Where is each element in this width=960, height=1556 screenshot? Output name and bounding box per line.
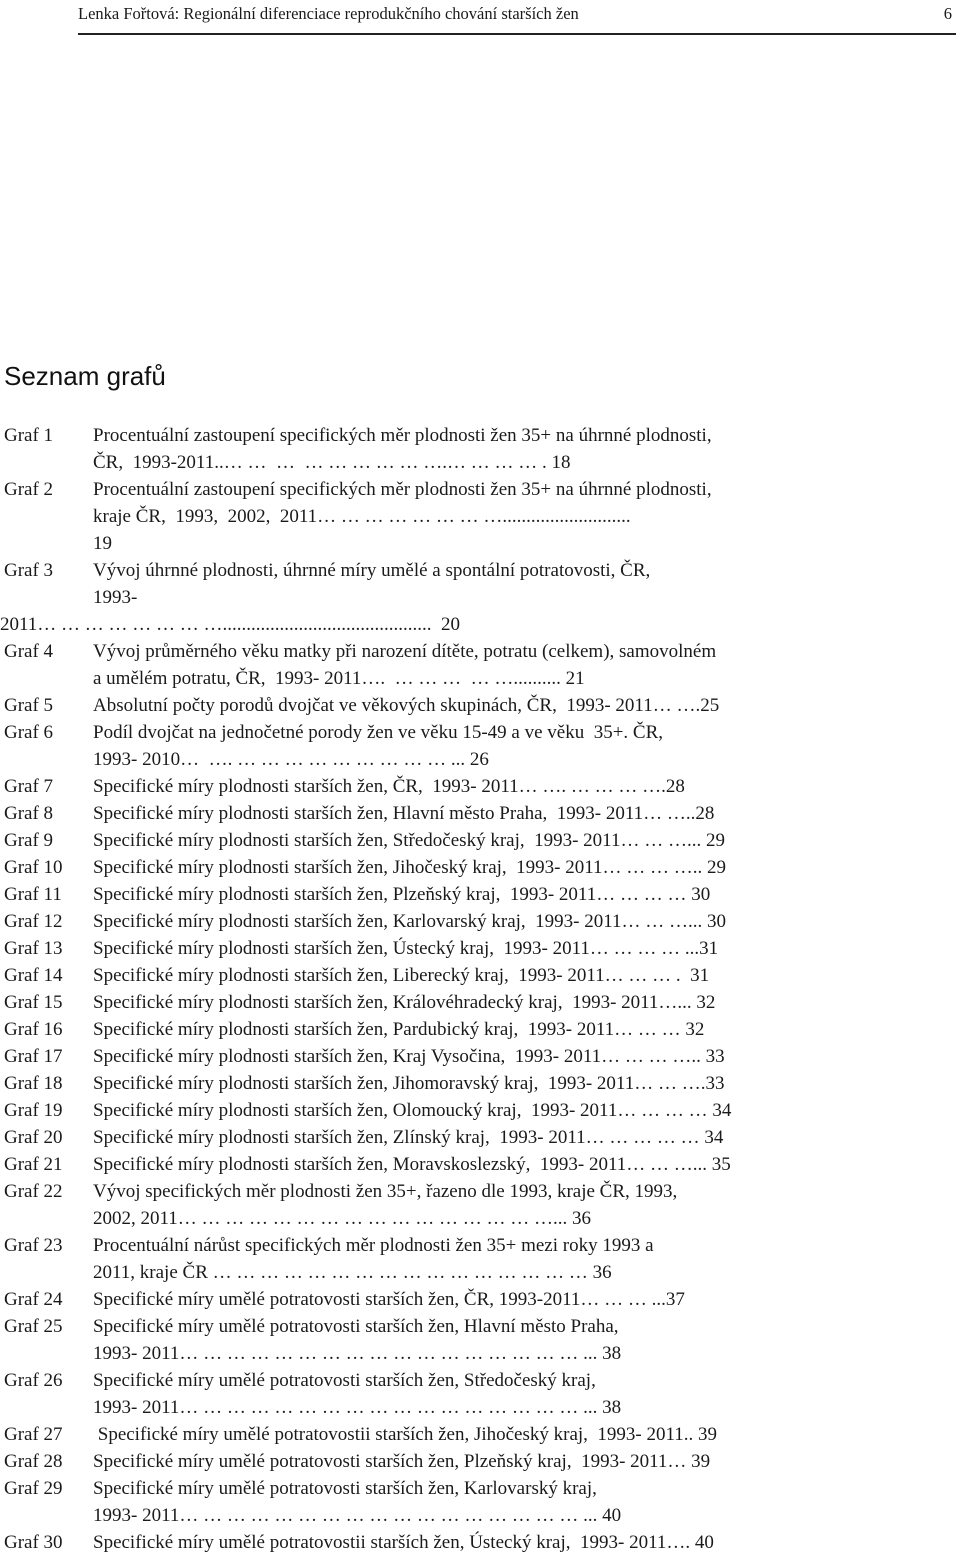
toc-entry-number: Graf 14: [4, 965, 63, 986]
toc-entry[interactable]: [0, 1151, 852, 1178]
toc-entry[interactable]: [0, 1232, 852, 1286]
toc-entry-text: Specifické míry umělé potratovosti starších žen, Karlovarský kraj, 1993- 2011… … … … … … … … … … … … … … … … … ... 40: [93, 1478, 622, 1526]
section-heading: Seznam grafů: [4, 361, 166, 391]
toc-entry-number: Graf 5: [4, 695, 54, 716]
toc-entry-text: Specifické míry plodnosti starších žen, Jihočeský kraj, 1993- 2011… … … ….. 29: [93, 857, 727, 878]
toc-entry-number: Graf 18: [4, 1073, 63, 1094]
toc-entry[interactable]: [0, 692, 852, 719]
toc-entry[interactable]: [0, 422, 852, 476]
toc-entry-number: Graf 10: [4, 857, 63, 878]
toc-entry[interactable]: [0, 557, 852, 611]
toc-entry[interactable]: [0, 1313, 852, 1367]
toc-entry-text: Procentuální zastoupení specifických měr plodnosti žen 35+ na úhrnné plodnosti, kraje ČR, 1993, 2002, 2011… … … … … … … …........................... 19: [93, 479, 712, 554]
toc-entry-text: Specifické míry plodnosti starších žen, Olomoucký kraj, 1993- 2011… … … … 34: [93, 1100, 732, 1121]
toc-entry-text: Vývoj průměrného věku matky při narození dítěte, potratu (celkem), samovolném a umělém potratu, ČR, 1993- 2011…. … … … … ….......... 21: [93, 641, 717, 689]
toc-entry-text: Specifické míry umělé potratovosti starších žen, ČR, 1993-2011… … … ...37: [93, 1289, 685, 1310]
toc-entry-text: Specifické míry plodnosti starších žen, Jihomoravský kraj, 1993- 2011… … ….33: [93, 1073, 725, 1094]
toc-entry-text: Specifické míry umělé potratovosti starších žen, Hlavní město Praha, 1993- 2011… … … … … … … … … … … … … … … … … ... 38: [93, 1316, 622, 1364]
toc-entry-number: Graf 19: [4, 1100, 63, 1121]
toc-entry-number: Graf 6: [4, 722, 54, 743]
toc-entry[interactable]: [0, 1448, 852, 1475]
header-rule: [78, 33, 956, 35]
toc-entry-text: Specifické míry umělé potratovostii starších žen, Jihočeský kraj, 1993- 2011.. 39: [93, 1424, 718, 1445]
toc-entry-text: Specifické míry umělé potratovosti starších žen, Plzeňský kraj, 1993- 2011… 39: [93, 1451, 711, 1472]
toc-entry-number: Graf 12: [4, 911, 63, 932]
toc-entry-text: Specifické míry plodnosti starších žen, Středočeský kraj, 1993- 2011… … …... 29: [93, 830, 725, 851]
toc-entry-number: Graf 4: [4, 641, 54, 662]
toc-entry-number: Graf 20: [4, 1127, 63, 1148]
toc-entry[interactable]: [0, 1070, 852, 1097]
toc-entry-number: Graf 17: [4, 1046, 63, 1067]
toc-entry[interactable]: [0, 638, 852, 692]
toc-entry-number: Graf 27: [4, 1424, 63, 1445]
toc-entry[interactable]: [0, 611, 852, 638]
toc-entry-number: Graf 11: [4, 884, 62, 905]
toc-entry-text: Specifické míry plodnosti starších žen, Plzeňský kraj, 1993- 2011… … … … 30: [93, 884, 711, 905]
running-header: [78, 0, 956, 33]
toc-entry-text: Specifické míry plodnosti starších žen, Zlínský kraj, 1993- 2011… … … … … 34: [93, 1127, 724, 1148]
toc-entry-text: Specifické míry plodnosti starších žen, Liberecký kraj, 1993- 2011… … … . 31: [93, 965, 710, 986]
toc-entry-number: Graf 1: [4, 425, 54, 446]
toc-entry-text: Procentuální nárůst specifických měr plodnosti žen 35+ mezi roky 1993 a 2011, kraje ČR … … … … … … … … … … … … … … … … 36: [93, 1235, 654, 1283]
toc-entry[interactable]: [0, 719, 852, 773]
toc-entry[interactable]: [0, 1178, 852, 1232]
header-page-number: 6: [943, 4, 952, 23]
toc-entry-number: Graf 29: [4, 1478, 63, 1499]
toc-entry-text: Specifické míry plodnosti starších žen, Ústecký kraj, 1993- 2011… … … … ...31: [93, 938, 719, 959]
toc-entry[interactable]: [0, 773, 852, 800]
toc-entry-number: Graf 21: [4, 1154, 63, 1175]
toc-entry[interactable]: [0, 476, 852, 557]
toc-entry-number: Graf 22: [4, 1181, 63, 1202]
toc-entry-text: Absolutní počty porodů dvojčat ve věkových skupinách, ČR, 1993- 2011… ….25: [93, 695, 720, 716]
toc-entry[interactable]: [0, 989, 852, 1016]
toc-entry-number: Graf 28: [4, 1451, 63, 1472]
toc-entry-text: Specifické míry plodnosti starších žen, Královéhradecký kraj, 1993- 2011…... 32: [93, 992, 716, 1013]
toc-entry-number: Graf 25: [4, 1316, 63, 1337]
toc-entry-number: Graf 3: [4, 560, 54, 581]
toc-entry-text: Vývoj specifických měr plodnosti žen 35+, řazeno dle 1993, kraje ČR, 1993, 2002, 2011… … … … … … … … … … … … … … … …... 36: [93, 1181, 678, 1229]
toc-entry[interactable]: [0, 1097, 852, 1124]
toc-entry[interactable]: [0, 1016, 852, 1043]
toc-entry[interactable]: [0, 962, 852, 989]
toc-entry-number: Graf 16: [4, 1019, 63, 1040]
toc-entry-number: Graf 13: [4, 938, 63, 959]
toc-entry[interactable]: [0, 1475, 852, 1529]
toc-entry-text: Specifické míry plodnosti starších žen, Kraj Vysočina, 1993- 2011… … … ….. 33: [93, 1046, 725, 1067]
toc-entry-text: Procentuální zastoupení specifických měr plodnosti žen 35+ na úhrnné plodnosti, ČR, 1993-2011..… … … … … … … … ….… … … … . 18: [93, 425, 712, 473]
toc-entry-text: Specifické míry umělé potratovosti starších žen, Středočeský kraj, 1993- 2011… … … … … … … … … … … … … … … … … ... 38: [93, 1370, 622, 1418]
toc-entry-text: 2011… … … … … … … …............................................ 20: [0, 614, 461, 635]
toc-entry-number: Graf 15: [4, 992, 63, 1013]
toc-entry-number: Graf 24: [4, 1289, 63, 1310]
header-title: Lenka Fořtová: Regionální diferenciace reprodukčního chování starších žen: [78, 4, 579, 23]
toc-entry[interactable]: [0, 800, 852, 827]
toc-entry[interactable]: [0, 881, 852, 908]
toc-entry[interactable]: [0, 1043, 852, 1070]
toc-entry-number: Graf 26: [4, 1370, 63, 1391]
toc-entry-number: Graf 2: [4, 479, 54, 500]
toc-entry[interactable]: [0, 1124, 852, 1151]
toc-entry-text: Specifické míry plodnosti starších žen, Pardubický kraj, 1993- 2011… … … 32: [93, 1019, 705, 1040]
toc-entry-text: Specifické míry plodnosti starších žen, ČR, 1993- 2011… …. … … … ….28: [93, 776, 685, 797]
toc-entry-number: Graf 9: [4, 830, 54, 851]
toc-entry[interactable]: [0, 827, 852, 854]
toc-entry[interactable]: [0, 854, 852, 881]
toc-entry-number: Graf 7: [4, 776, 54, 797]
toc-entry[interactable]: [0, 908, 852, 935]
list-of-figures: [0, 422, 960, 1556]
toc-entry[interactable]: [0, 1286, 852, 1313]
toc-entry-text: Specifické míry umělé potratovostii starších žen, Ústecký kraj, 1993- 2011…. 40: [93, 1532, 714, 1553]
toc-entry[interactable]: [0, 935, 852, 962]
toc-entry[interactable]: [0, 1367, 852, 1421]
toc-entry-text: Specifické míry plodnosti starších žen, Moravskoslezský, 1993- 2011… … …... 35: [93, 1154, 731, 1175]
toc-entry-text: Podíl dvojčat na jednočetné porody žen ve věku 15-49 a ve věku 35+. ČR, 1993- 2010… …. … … … … … … … … … ... 26: [93, 722, 664, 770]
toc-entry-number: Graf 30: [4, 1532, 63, 1553]
toc-entry-text: Vývoj úhrnné plodnosti, úhrnné míry umělé a spontální potratovosti, ČR, 1993-: [93, 560, 651, 608]
toc-entry-number: Graf 23: [4, 1235, 63, 1256]
toc-entry-text: Specifické míry plodnosti starších žen, Hlavní město Praha, 1993- 2011… …..28: [93, 803, 715, 824]
toc-entry-text: Specifické míry plodnosti starších žen, Karlovarský kraj, 1993- 2011… … …... 30: [93, 911, 727, 932]
toc-entry-number: Graf 8: [4, 803, 54, 824]
toc-entry[interactable]: [0, 1421, 852, 1448]
